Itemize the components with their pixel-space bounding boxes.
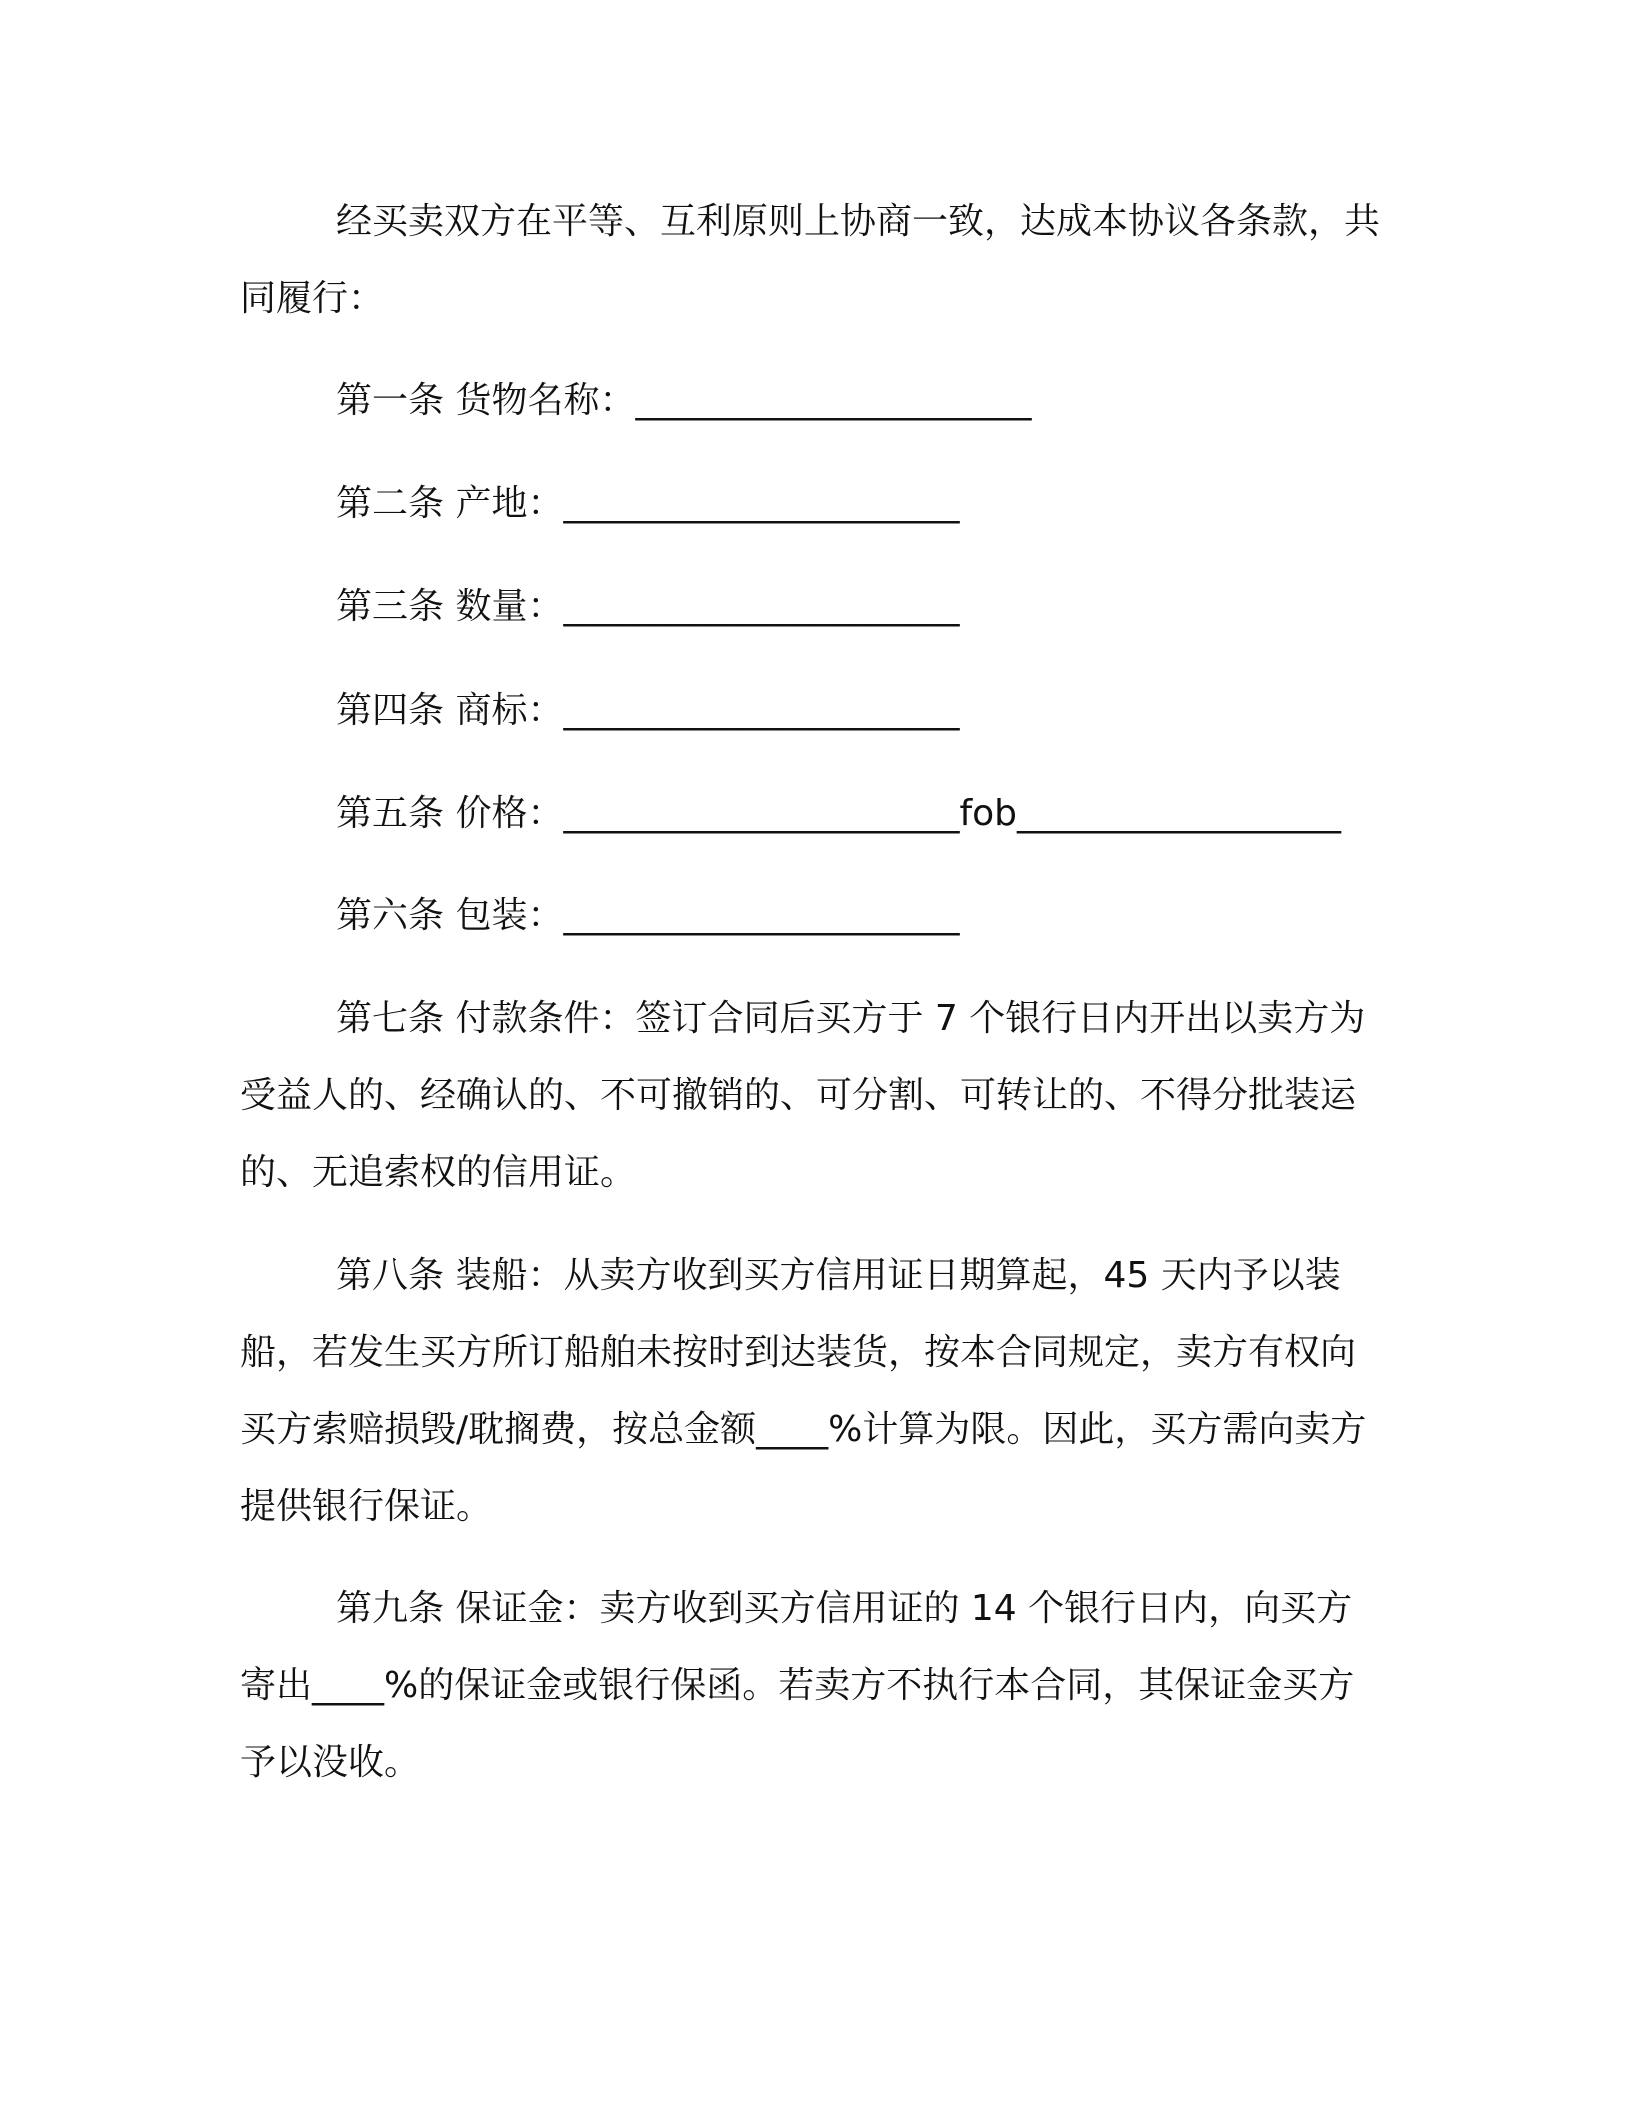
article-4-trademark: 第四条 商标：______________________ <box>336 690 960 731</box>
article-7-payment-terms: 第七条 付款条件：签订合同后买方于 7 个银行日内开出以卖方为受益人的、经确认的、不可撤销的、可分割、可转让的、不得分批装运的、无追索权的信用证。 <box>240 998 1366 1193</box>
article-9-deposit: 第九条 保证金：卖方收到买方信用证的 14 个银行日内，向买方寄出____%的保证金或银行保函。若卖方不执行本合同，其保证金买方予以没收。 <box>240 1588 1355 1783</box>
article-3-quantity: 第三条 数量：______________________ <box>336 586 960 627</box>
article-8-shipment: 第八条 装船：从卖方收到买方信用证日期算起，45 天内予以装船，若发生买方所订船舶未按时到达装货，按本合同规定，卖方有权向买方索赔损毁/耽搁费，按总金额____%计算为限。因此，买方需向卖方提供银行保证。 <box>240 1255 1367 1527</box>
intro-paragraph: 经买卖双方在平等、互利原则上协商一致，达成本协议各条款，共同履行： <box>240 201 1381 319</box>
article-5-price: 第五条 价格：______________________fob__________________ <box>336 793 1341 834</box>
article-6-packaging: 第六条 包装：______________________ <box>336 895 960 936</box>
article-1-goods-name: 第一条 货物名称：______________________ <box>336 380 1032 421</box>
article-2-origin: 第二条 产地：______________________ <box>336 483 960 524</box>
